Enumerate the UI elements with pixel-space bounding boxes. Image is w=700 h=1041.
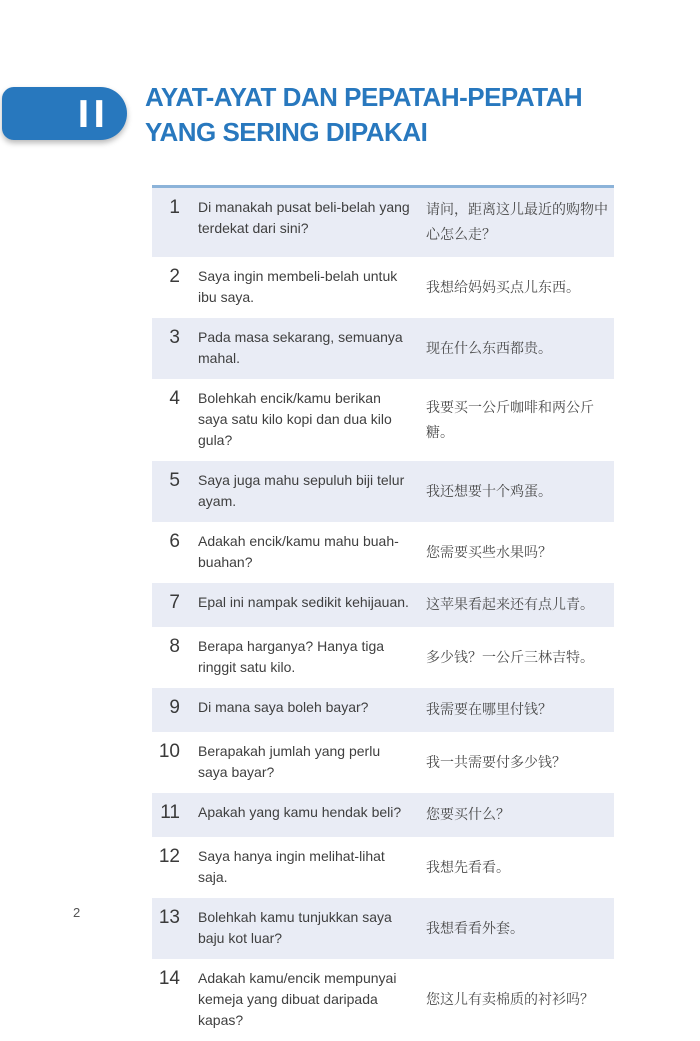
phrase-chinese-translation: 这苹果看起来还有点儿青。	[426, 596, 594, 612]
phrase-number: 12	[158, 846, 180, 867]
phrase-row	[152, 732, 614, 793]
phrase-number: 10	[158, 741, 180, 762]
phrase-malay-text: Berapa harganya? Hanya tiga ringgit satu kilo.	[198, 638, 385, 675]
phrase-number: 7	[169, 592, 180, 613]
phrase-row	[152, 837, 614, 898]
phrase-malay-text: Adakah kamu/encik mempunyai kemeja yang dibuat daripada kapas?	[198, 970, 397, 1028]
phrase-malay-text: Saya juga mahu sepuluh biji telur ayam.	[198, 472, 405, 509]
phrase-chinese-translation: 您要买什么？	[426, 806, 510, 822]
phrase-malay-text: Saya ingin membeli-belah untuk ibu saya.	[198, 268, 398, 305]
phrase-chinese-translation: 您需要买些水果吗？	[426, 543, 552, 560]
phrase-row	[152, 522, 614, 583]
phrase-number: 2	[169, 266, 180, 287]
phrase-row	[152, 583, 614, 627]
page-number: 2	[73, 905, 81, 920]
chapter-number: II	[77, 91, 109, 135]
phrase-number: 11	[160, 802, 180, 823]
phrase-number: 14	[158, 968, 180, 989]
phrase-chinese-translation: 我想先看看。	[426, 858, 510, 875]
page-title	[145, 80, 582, 150]
phrase-malay-text: Di manakah pusat beli-belah yang terdekat dari sini?	[198, 199, 410, 236]
phrase-chinese-translation: 现在什么东西都贵。	[426, 339, 552, 356]
phrase-row	[152, 188, 614, 257]
phrase-malay-text: Saya hanya ingin melihat-lihat saja.	[198, 848, 385, 885]
phrase-number: 8	[169, 636, 180, 657]
phrase-chinese-translation: 我想给妈妈买点儿东西。	[426, 278, 580, 295]
phrase-row	[152, 898, 614, 959]
phrase-table	[152, 185, 614, 1041]
phrase-malay-text: Epal ini nampak sedikit kehijauan.	[198, 594, 409, 610]
chapter-tab	[2, 87, 127, 140]
phrase-row	[152, 257, 614, 318]
phrase-row	[152, 461, 614, 522]
phrase-chinese-translation: 多少钱？一公斤三林吉特。	[426, 648, 594, 665]
phrase-number: 6	[169, 531, 180, 552]
phrase-chinese-translation: 我还想要十个鸡蛋。	[426, 482, 552, 499]
phrase-row	[152, 379, 614, 461]
phrase-malay-text: Apakah yang kamu hendak beli?	[198, 804, 402, 820]
phrase-malay-text: Adakah encik/kamu mahu buah-buahan?	[198, 533, 399, 570]
phrase-number: 3	[169, 327, 180, 348]
phrase-number: 9	[169, 697, 180, 718]
phrase-chinese-translation: 我要买一公斤咖啡和两公斤糖。	[426, 398, 594, 440]
phrase-number: 4	[169, 388, 180, 409]
phrase-number: 5	[169, 470, 180, 491]
phrase-row	[152, 318, 614, 379]
phrase-malay-text: Bolehkah kamu tunjukkan saya baju kot luar?	[198, 909, 392, 946]
phrase-row	[152, 627, 614, 688]
phrase-number: 13	[158, 907, 180, 928]
phrase-chinese-translation: 我需要在哪里付钱？	[426, 701, 552, 717]
phrase-row	[152, 793, 614, 837]
phrase-malay-text: Bolehkah encik/kamu berikan saya satu kilo kopi dan dua kilo gula?	[198, 390, 392, 448]
phrase-number: 1	[169, 197, 180, 218]
phrase-chinese-translation: 您这儿有卖棉质的衬衫吗？	[426, 991, 594, 1007]
phrase-malay-text: Pada masa sekarang, semuanya mahal.	[198, 329, 403, 366]
phrase-row	[152, 688, 614, 732]
phrase-malay-text: Berapakah jumlah yang perlu saya bayar?	[198, 743, 381, 780]
phrase-chinese-translation: 请问，距离这儿最近的购物中心怎么走？	[426, 201, 608, 242]
phrase-chinese-translation: 我想看看外套。	[426, 919, 524, 936]
page-title-line-2: YANG SERING DIPAKAI	[145, 117, 428, 147]
page-title-line-1: AYAT-AYAT DAN PEPATAH-PEPATAH	[145, 82, 583, 112]
phrase-row	[152, 959, 614, 1041]
phrase-malay-text: Di mana saya boleh bayar?	[198, 699, 369, 715]
phrase-chinese-translation: 我一共需要付多少钱？	[426, 753, 566, 770]
